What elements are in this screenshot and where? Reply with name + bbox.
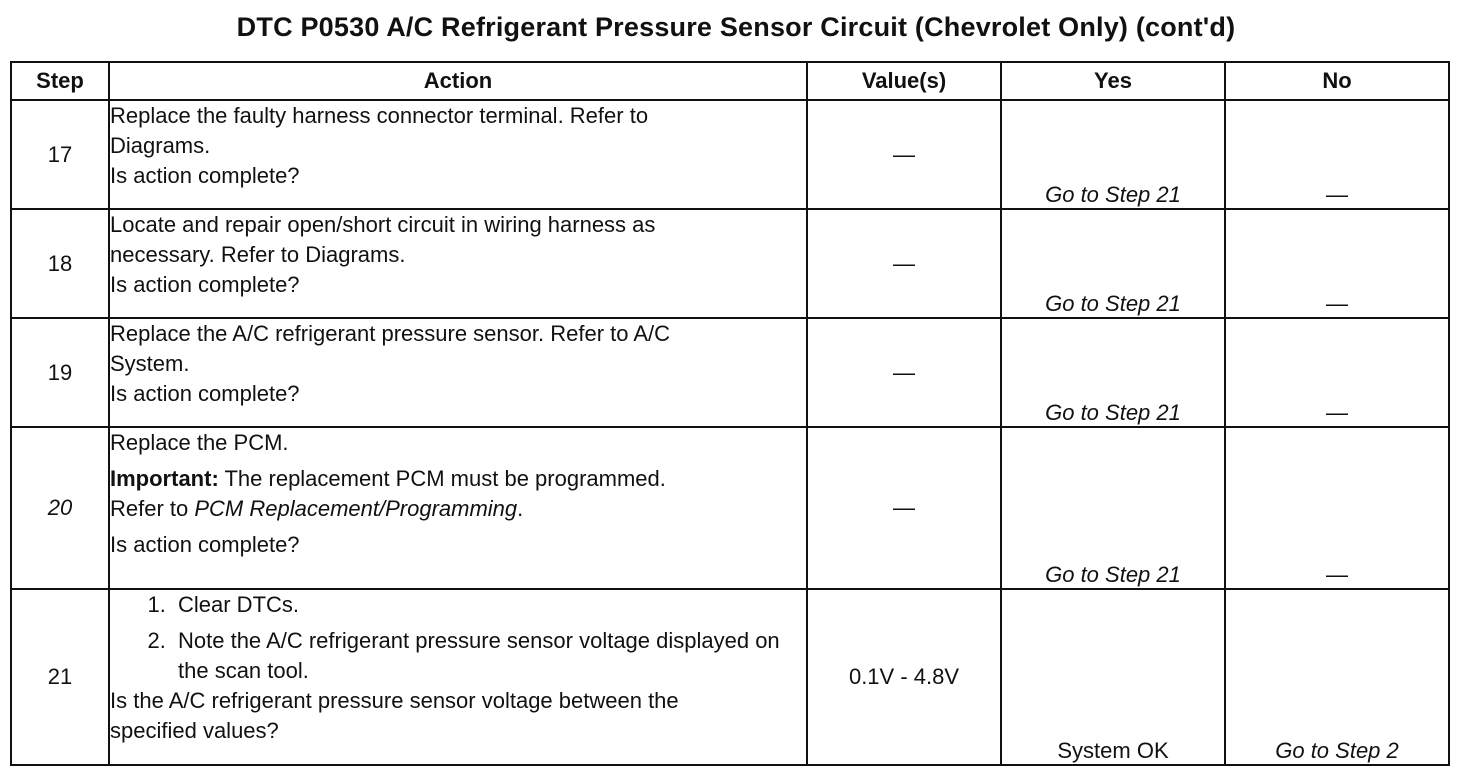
action-question: specified values? [110, 718, 279, 743]
no-text: — [1326, 400, 1348, 425]
yes-goto-link[interactable]: Go to Step 21 [1045, 182, 1181, 207]
step-number: 18 [11, 209, 109, 318]
action-line: Locate and repair open/short circuit in wiring harness as [110, 212, 656, 237]
action-line: System. [110, 351, 190, 376]
no-cell [1225, 100, 1449, 209]
value-cell [807, 318, 1001, 427]
action-line: Diagrams. [110, 133, 211, 158]
header-row [11, 62, 1449, 100]
yes-goto-link[interactable]: Go to Step 21 [1045, 562, 1181, 587]
yes-result-text: System OK [1057, 738, 1169, 763]
no-cell [1225, 427, 1449, 589]
table-row [11, 427, 1449, 589]
no-cell [1225, 318, 1449, 427]
action-cell [109, 427, 807, 589]
yes-goto-link[interactable]: Go to Step 21 [1045, 291, 1181, 316]
no-text: — [1326, 182, 1348, 207]
value-text: — [893, 359, 915, 385]
step-number: 21 [11, 589, 109, 765]
action-line: Replace the A/C refrigerant pressure sensor. Refer to A/C [110, 321, 671, 346]
value-text: — [893, 141, 915, 167]
yes-goto-link[interactable]: Go to Step 21 [1045, 400, 1181, 425]
step-number: 17 [11, 100, 109, 209]
important-text: The replacement PCM must be programmed. [218, 466, 666, 491]
substep-item: 2. Note the A/C refrigerant pressure sensor voltage displayed on the scan tool. [172, 626, 806, 686]
action-question: Is action complete? [110, 532, 300, 557]
action-question: Is action complete? [110, 163, 300, 188]
yes-cell [1001, 209, 1225, 318]
action-question: Is the A/C refrigerant pressure sensor voltage between the [110, 688, 679, 713]
value-range: 0.1V - 4.8V [848, 664, 960, 689]
step-number: 20 [11, 427, 109, 589]
refer-prefix: Refer to [110, 496, 195, 521]
yes-cell [1001, 100, 1225, 209]
table-row [11, 100, 1449, 209]
table-row [11, 209, 1449, 318]
action-cell [109, 100, 807, 209]
diagnostic-table [10, 61, 1450, 766]
yes-cell [1001, 427, 1225, 589]
value-cell [807, 427, 1001, 589]
yes-header: Yes [1001, 62, 1225, 100]
no-cell [1225, 209, 1449, 318]
yes-cell [1001, 589, 1225, 765]
value-cell [807, 209, 1001, 318]
page-title: DTC P0530 A/C Refrigerant Pressure Sensor Circuit (Chevrolet Only) (cont'd) [236, 12, 1236, 42]
no-header: No [1225, 62, 1449, 100]
value-cell [807, 589, 1001, 765]
table-row [11, 589, 1449, 765]
yes-cell [1001, 318, 1225, 427]
pcm-programming-link[interactable]: PCM Replacement/Programming [194, 496, 518, 521]
action-header: Action [109, 62, 807, 100]
values-header: Value(s) [807, 62, 1001, 100]
table-row [11, 318, 1449, 427]
value-cell [807, 100, 1001, 209]
step-number: 19 [11, 318, 109, 427]
important-note [110, 464, 806, 524]
action-question: Is action complete? [110, 272, 300, 297]
refer-suffix: . [517, 496, 524, 521]
value-text: — [893, 250, 915, 276]
substep-list [110, 590, 806, 686]
action-line: Replace the faulty harness connector terminal. Refer to [110, 103, 649, 128]
substep-item: 1. Clear DTCs. [172, 590, 806, 620]
no-text: — [1326, 562, 1348, 587]
action-line: Replace the PCM. [110, 430, 289, 455]
value-text: — [893, 495, 915, 520]
important-label: Important: [110, 466, 219, 491]
no-text: — [1326, 291, 1348, 316]
action-line: necessary. Refer to Diagrams. [110, 242, 406, 267]
action-cell [109, 209, 807, 318]
action-cell [109, 318, 807, 427]
no-goto-link[interactable]: Go to Step 2 [1275, 738, 1399, 763]
action-cell [109, 589, 807, 765]
action-question: Is action complete? [110, 381, 300, 406]
no-cell [1225, 589, 1449, 765]
step-header: Step [11, 62, 109, 100]
